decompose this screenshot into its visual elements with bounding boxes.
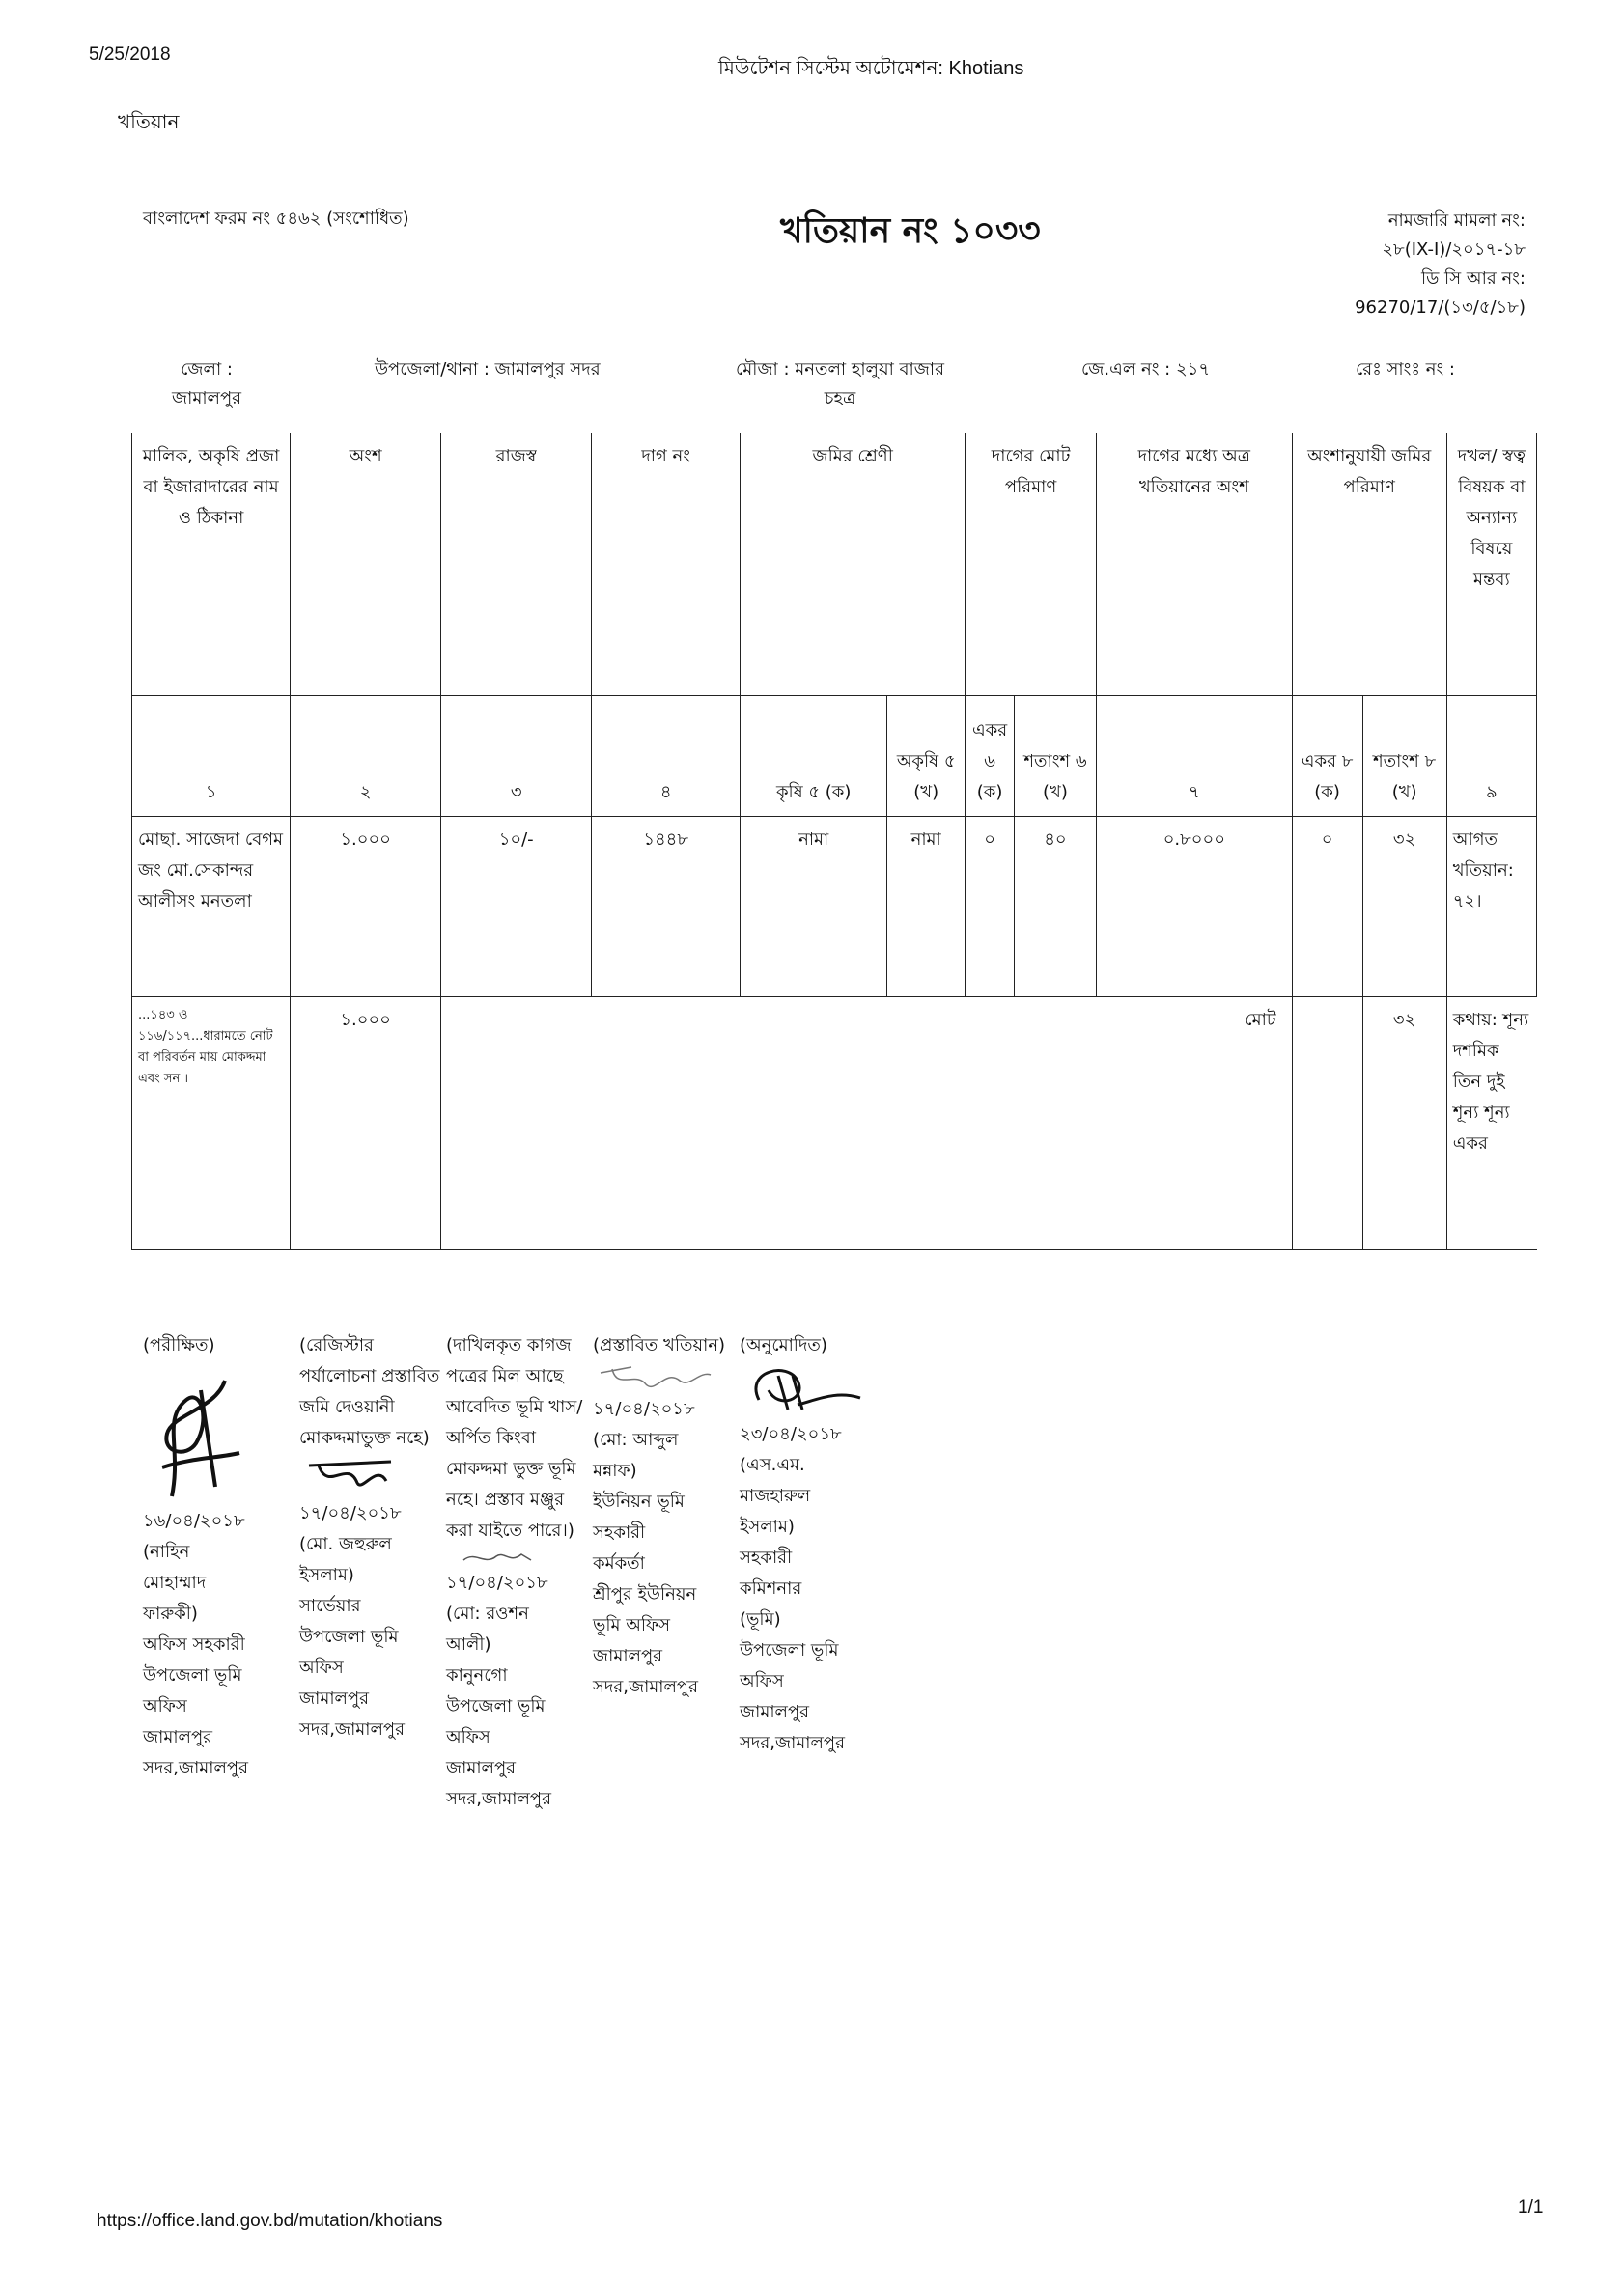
signature-detail: (মো: আব্দুল xyxy=(593,1430,679,1450)
signature-detail: অফিস xyxy=(740,1671,784,1691)
cell-share-7: ০.৮০০০ xyxy=(1096,817,1292,997)
cell-owner: মোছা. সাজেদা বেগম জং মো.সেকান্দর আলীসং মনতলা xyxy=(132,817,291,997)
header-land-class: জমির শ্রেণী xyxy=(741,433,966,696)
cell-share: ১.০০০ xyxy=(291,817,441,997)
signature-detail: সার্ভেয়ার xyxy=(299,1596,361,1616)
page-number: 1/1 xyxy=(1518,2197,1544,2218)
signature-date: ২৩/০৪/২০১৮ xyxy=(740,1424,842,1444)
cell-shotangsho-6: ৪০ xyxy=(1014,817,1096,997)
header-revenue: রাজস্ব xyxy=(441,433,592,696)
signature-detail: অফিস সহকারী xyxy=(143,1634,245,1655)
signature-detail: (এস.এম. xyxy=(740,1455,805,1475)
signature-block-documents xyxy=(446,1330,591,1815)
subheader-5a: কৃষি ৫ (ক) xyxy=(741,696,887,817)
section-label: খতিয়ান xyxy=(118,110,180,133)
signature-detail: মাজহারুল xyxy=(740,1486,811,1506)
mouza-line-2: চহত্র xyxy=(824,388,856,408)
header-remarks: দখল/ স্বত্ব বিষয়ক বা অন্যান্য বিষয়ে মন্তব্য xyxy=(1446,433,1536,696)
signature-heading: (দাখিলকৃত কাগজ পত্রের মিল আছে আবেদিত ভূমি খাস/ অর্পিত কিংবা মোকদ্দমা ভুক্ত ভূমি নহে। প্রস্তাব মঞ্জুর করা যাইতে পারে।) xyxy=(446,1335,583,1541)
signature-block-proposed xyxy=(593,1330,738,1703)
dcr-number: 96270/17/(১৩/৫/১৮) xyxy=(1355,297,1526,318)
jl-number: জে.এল নং : ২১৭ xyxy=(1081,359,1211,379)
signature-detail: শ্রীপুর ইউনিয়ন xyxy=(593,1584,697,1605)
subheader-9: ৯ xyxy=(1446,696,1536,817)
signature-detail: মন্নাফ) xyxy=(593,1461,637,1481)
signature-mark xyxy=(143,1361,249,1506)
cell-total-in-words: কথায়: শূন্য দশমিক তিন দুই শূন্য শূন্য একর xyxy=(1446,997,1536,1250)
cell-total-share: ১.০০০ xyxy=(291,997,441,1250)
subheader-4: ৪ xyxy=(592,696,741,817)
header-dag: দাগ নং xyxy=(592,433,741,696)
signature-detail: অফিস xyxy=(143,1696,187,1717)
signature-mark xyxy=(446,1547,543,1568)
signature-detail: (মো. জহুরুল xyxy=(299,1534,392,1554)
khatian-title: খতিয়ান নং ১০৩৩ xyxy=(780,211,1041,251)
signature-detail: কর্মকর্তা xyxy=(593,1553,645,1574)
signature-block-register xyxy=(299,1330,444,1745)
signature-detail: ইসলাম) xyxy=(740,1517,795,1537)
mouza-block xyxy=(736,355,944,413)
signature-detail: উপজেলা ভূমি xyxy=(446,1696,546,1717)
table-total-row xyxy=(132,997,1537,1250)
signature-mark xyxy=(299,1454,406,1498)
case-block xyxy=(1355,207,1526,322)
header-share-area: অংশানুযায়ী জমির পরিমাণ xyxy=(1292,433,1446,696)
signature-detail: অফিস xyxy=(299,1658,344,1678)
reg-number: রেঃ সাংঃ নং : xyxy=(1356,359,1455,379)
signature-heading: (প্রস্তাবিত খতিয়ান) xyxy=(593,1335,726,1355)
cell-remarks: আগত খতিয়ান: ৭২। xyxy=(1446,817,1536,997)
signature-detail: মোহাম্মাদ xyxy=(143,1573,207,1593)
subheader-5b: অকৃষি ৫ (খ) xyxy=(887,696,966,817)
signature-detail: আলী) xyxy=(446,1634,491,1655)
subheader-7: ৭ xyxy=(1096,696,1292,817)
district-label: জেলা : xyxy=(181,359,233,379)
signature-heading: (অনুমোদিত) xyxy=(740,1335,827,1355)
dcr-label: ডি সি আর নং: xyxy=(1420,268,1526,289)
cell-total-label: মোট xyxy=(441,997,1292,1250)
signature-block-examined xyxy=(143,1330,286,1784)
signature-mark xyxy=(740,1361,865,1419)
form-number: বাংলাদেশ ফরম নং ৫৪৬২ (সংশোধিত) xyxy=(143,209,409,229)
signature-detail: উপজেলা ভূমি xyxy=(299,1627,399,1647)
district-name: জামালপুর xyxy=(172,388,242,408)
table-row xyxy=(132,817,1537,997)
signature-detail: সদর,জামালপুর xyxy=(593,1677,699,1697)
subheader-6a: একর ৬ (ক) xyxy=(966,696,1015,817)
header-dag-total: দাগের মোট পরিমাণ xyxy=(966,433,1097,696)
cell-dag: ১৪৪৮ xyxy=(592,817,741,997)
signature-detail: (নাহিন xyxy=(143,1542,190,1562)
header-owner: মালিক, অকৃষি প্রজা বা ইজারাদারের নাম ও ঠিকানা xyxy=(132,433,291,696)
signature-date: ১৭/০৪/২০১৮ xyxy=(299,1503,402,1523)
footer-url[interactable]: https://office.land.gov.bd/mutation/khotians xyxy=(97,2211,443,2231)
subheader-8b: শতাংশ ৮ (খ) xyxy=(1362,696,1446,817)
signature-detail: জামালপুর xyxy=(143,1727,213,1747)
cell-total-shotangsho: ৩২ xyxy=(1362,997,1446,1250)
case-label: নামজারি মামলা নং: xyxy=(1387,210,1526,231)
signature-detail: জামালপুর xyxy=(740,1702,810,1722)
subheader-2: ২ xyxy=(291,696,441,817)
signature-detail: সদর,জামালপুর xyxy=(299,1719,406,1740)
cell-nonagri: নামা xyxy=(887,817,966,997)
signature-detail: ফারুকী) xyxy=(143,1604,198,1624)
table-header-row xyxy=(132,433,1537,696)
signature-detail: উপজেলা ভূমি xyxy=(740,1640,839,1661)
signature-detail: সদর,জামালপুর xyxy=(740,1733,846,1753)
cell-shotangsho-8: ৩২ xyxy=(1362,817,1446,997)
signature-block-approved xyxy=(740,1330,894,1759)
cell-agri: নামা xyxy=(741,817,887,997)
cell-revenue: ১০/- xyxy=(441,817,592,997)
signature-detail: ইউনিয়ন ভূমি xyxy=(593,1492,685,1512)
table-subheader-row xyxy=(132,696,1537,817)
signature-detail: সহকারী xyxy=(740,1548,793,1568)
district-block xyxy=(172,355,241,413)
signature-detail: জামালপুর xyxy=(299,1689,370,1709)
case-number: ২৮(IX-I)/২০১৭-১৮ xyxy=(1382,239,1526,260)
signature-detail: সহকারী xyxy=(593,1522,646,1543)
cell-acre-6: ০ xyxy=(966,817,1015,997)
signature-mark xyxy=(593,1361,718,1394)
signature-detail: ভূমি অফিস xyxy=(593,1615,671,1635)
header-share: অংশ xyxy=(291,433,441,696)
khatian-table xyxy=(131,433,1537,1250)
signature-heading: (পরীক্ষিত) xyxy=(143,1335,215,1355)
signature-detail: ইসলাম) xyxy=(299,1565,354,1585)
signature-detail: উপজেলা ভূমি xyxy=(143,1665,242,1686)
signature-detail: জামালপুর xyxy=(446,1758,517,1778)
signature-detail: (মো: রওশন xyxy=(446,1604,529,1624)
signature-detail: কমিশনার xyxy=(740,1578,802,1599)
print-title: মিউটেশন সিস্টেম অটোমেশন: Khotians xyxy=(718,58,1024,79)
signature-detail: সদর,জামালপুর xyxy=(143,1758,249,1778)
upazila: উপজেলা/থানা : জামালপুর সদর xyxy=(375,359,601,379)
signature-detail: জামালপুর xyxy=(593,1646,663,1666)
subheader-3: ৩ xyxy=(441,696,592,817)
mouza-line-1: মৌজা : মনতলা হালুয়া বাজার xyxy=(736,359,944,379)
signature-heading: (রেজিস্টার পর্যালোচনা প্রস্তাবিত জমি দেওয়ানী মোকদ্দমাভুক্ত নহে) xyxy=(299,1335,440,1448)
cell-acre-8: ০ xyxy=(1292,817,1362,997)
signature-detail: কানুনগো xyxy=(446,1665,508,1686)
signature-detail: অফিস xyxy=(446,1727,490,1747)
header-khatian-share: দাগের মধ্যে অত্র খতিয়ানের অংশ xyxy=(1096,433,1292,696)
signature-date: ১৭/০৪/২০১৮ xyxy=(446,1573,548,1593)
signature-date: ১৭/০৪/২০১৮ xyxy=(593,1399,695,1419)
subheader-8a: একর ৮ (ক) xyxy=(1292,696,1362,817)
cell-total-acre xyxy=(1292,997,1362,1250)
signature-date: ১৬/০৪/২০১৮ xyxy=(143,1511,245,1531)
signature-detail: (ভূমি) xyxy=(740,1609,781,1630)
subheader-6b: শতাংশ ৬ (খ) xyxy=(1014,696,1096,817)
signature-detail: সদর,জামালপুর xyxy=(446,1789,552,1809)
print-date: 5/25/2018 xyxy=(89,44,171,65)
cell-total-note: ...১৪৩ ও ১১৬/১১৭...ধারামতে নোট বা পরিবর্তন মায় মোকদ্দমা এবং সন । xyxy=(132,997,291,1250)
subheader-1: ১ xyxy=(132,696,291,817)
